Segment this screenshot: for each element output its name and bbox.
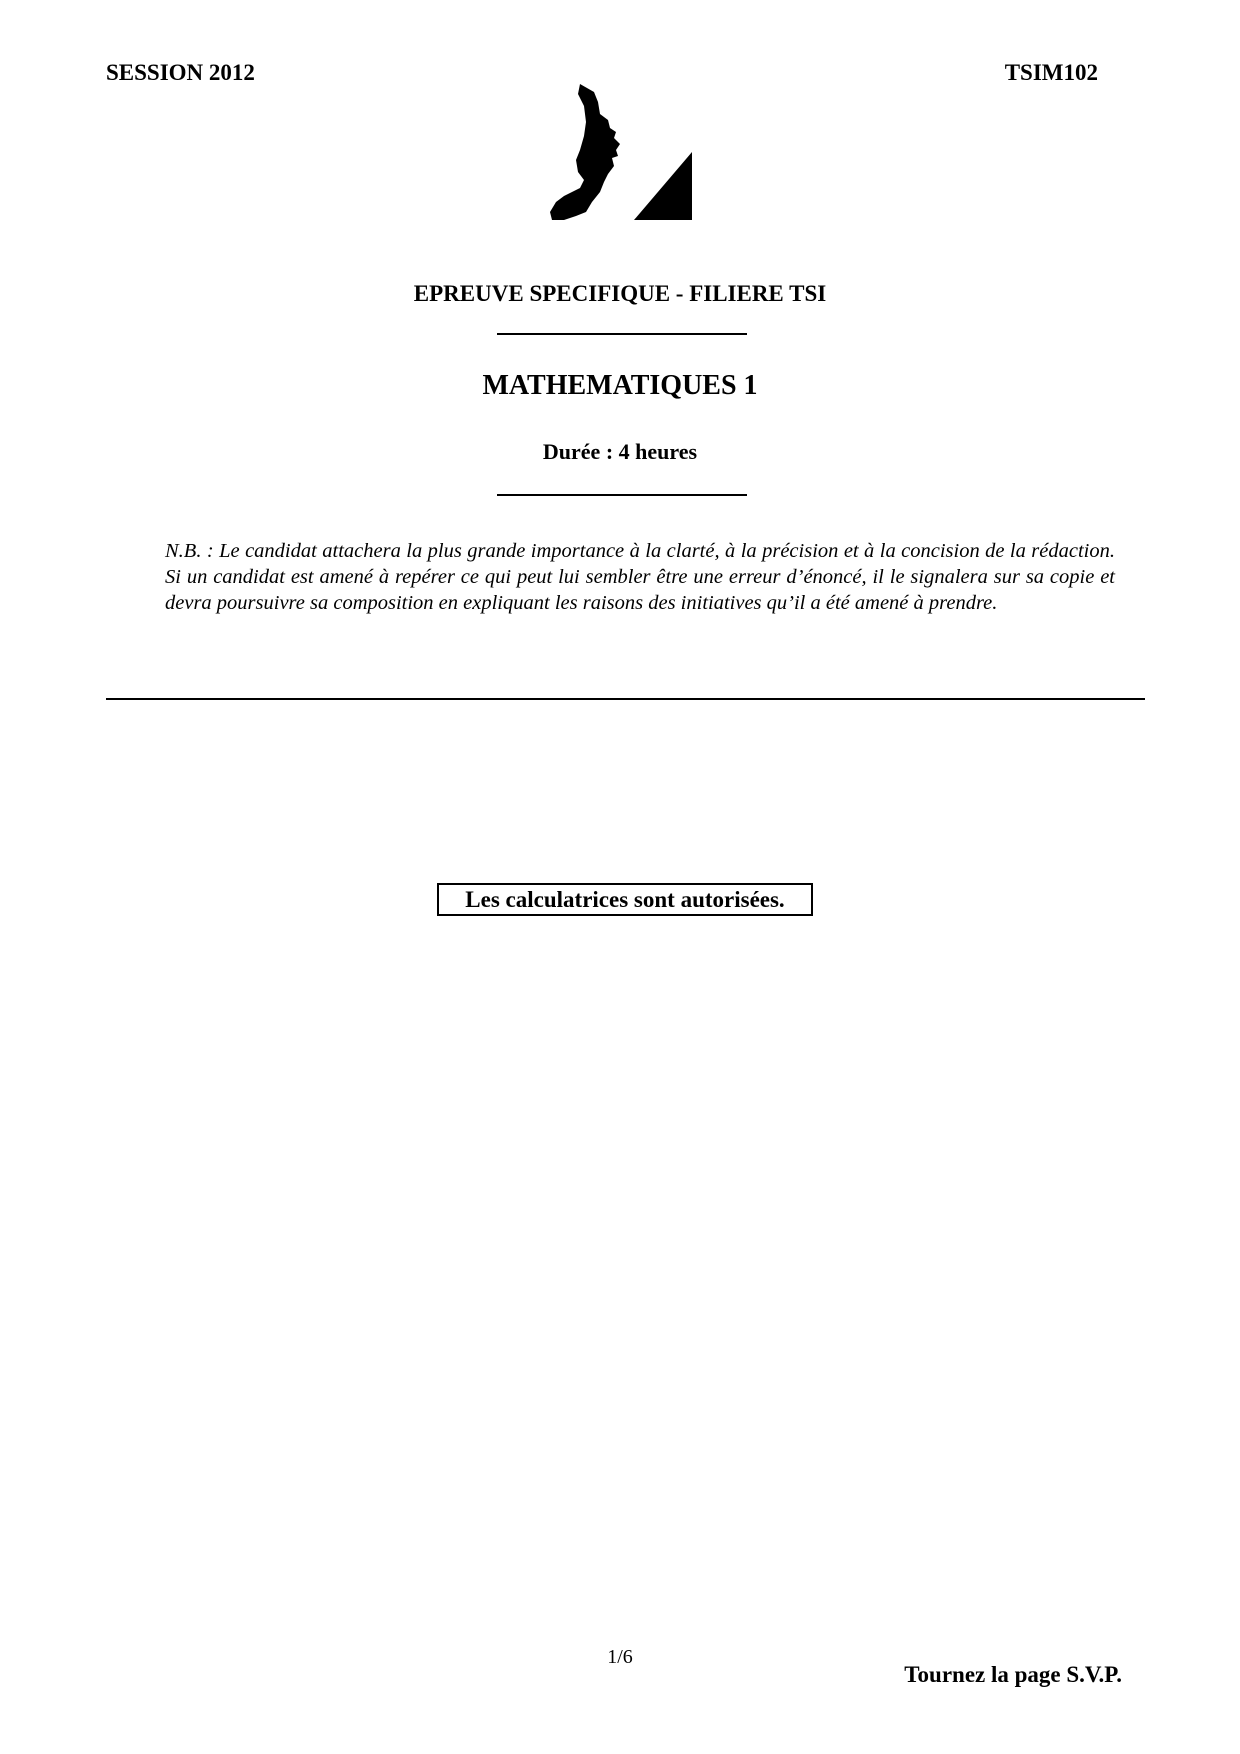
- profile-face-logo-icon: [550, 84, 695, 220]
- section-divider: [106, 698, 1145, 700]
- epreuve-title: EPREUVE SPECIFIQUE - FILIERE TSI: [413, 281, 827, 306]
- session-label: SESSION 2012: [106, 60, 255, 85]
- title-divider: [497, 333, 747, 335]
- duration-label: Durée : 4 heures: [542, 439, 698, 464]
- duration-divider: [497, 494, 747, 496]
- nb-note: N.B. : Le candidat attachera la plus grande importance à la clarté, à la précision et à la concision de la rédaction. Si un candidat est amené à repérer ce qui peut lui sembler être une erreur d’énoncé, il le signalera sur sa copie et devra poursuivre sa composition en expliquant les raisons des initiatives qu’il a été amené à prendre.: [165, 540, 1115, 614]
- turn-page-note: Tournez la page S.V.P.: [904, 1662, 1122, 1687]
- calculator-notice: Les calculatrices sont autorisées.: [437, 883, 813, 916]
- subject-title: MATHEMATIQUES 1: [482, 370, 758, 401]
- page-number: 1/6: [607, 1646, 633, 1668]
- exam-code: TSIM102: [1004, 60, 1098, 85]
